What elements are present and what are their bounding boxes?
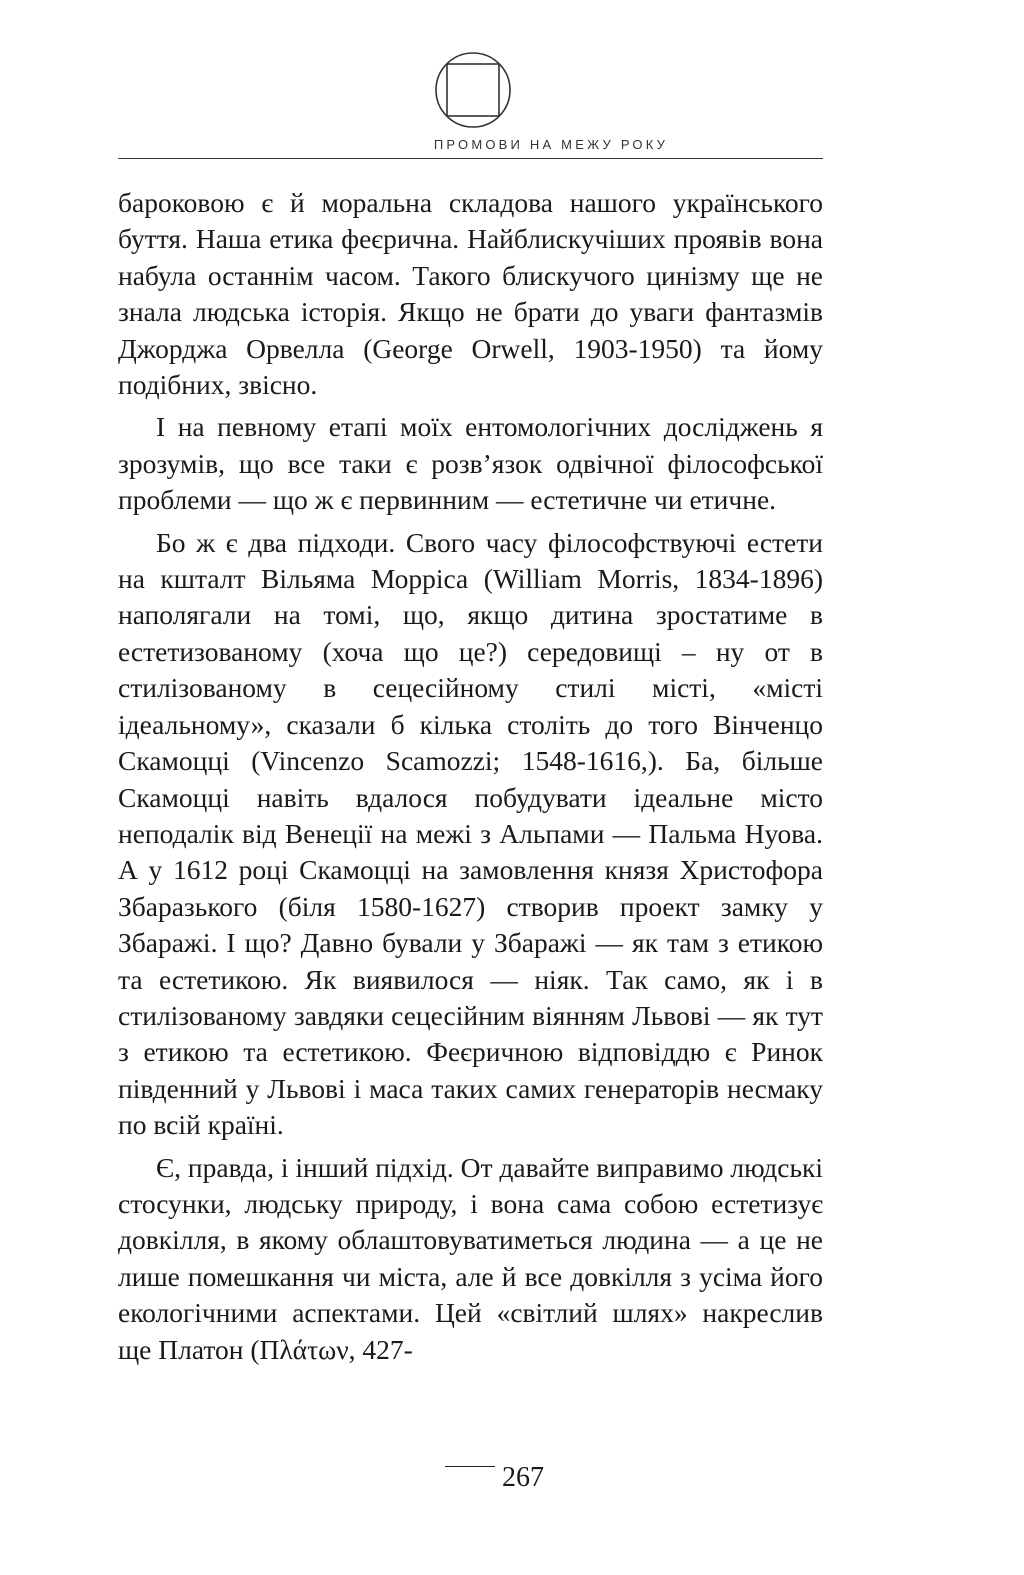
page-number: 267 bbox=[502, 1462, 544, 1493]
paragraph: Бо ж є два підходи. Свого часу філософствуючі естети на кшталт Вільяма Морріса (William Morris, 1834-1896) наполягали на томі, що, якщо дитина зростатиме в естетизованому (хоча що це?) середовищі – ну от в стилізованому в сецесійному стилі місті, «місті ідеальному», сказали б кілька століть до того Вінченцо Скамоцці (Vincenzo Scamozzi; 1548-1616,). Ба, більше Скамоцці навіть вдалося побудувати ідеальне місто неподалік від Венеції на межі з Альпами — Пальма Нуова. А у 1612 році Скамоцці на замовлення князя Христофора Збаразького (біля 1580-1627) створив проект замку у Збаражі. І що? Давно бували у Збаражі — як там з етикою та естетикою. Як виявилося — ніяк. Так само, як і в стилізованому завдяки сецесійним віянням Львові — як тут з етикою та естетикою. Феєричною відповіддю є Ринок південний у Львові і маса таких самих генераторів несмаку по всій країні. bbox=[118, 526, 823, 1141]
body-text bbox=[118, 185, 823, 1374]
page-number-wrap bbox=[0, 1462, 1024, 1494]
paragraph: Є, правда, і інший підхід. От давайте виправимо людські стосунки, людську природу, і вона сама собою естетизує довкілля, в якому облаштовуватиметься людина — а це не лише помешкання чи міста, але й все довкілля з усіма його екологічними аспектами. Цей «світлий шлях» накреслив ще Платон (Πλάτων, 427- bbox=[118, 1151, 823, 1365]
paragraph: І на певному етапі моїх ентомологічних досліджень я зрозумів, що все таки є розв’язок одвічної філософської проблеми — що ж є первинним — естетичне чи етичне. bbox=[118, 411, 823, 516]
paragraph: бароковою є й моральна складова нашого українського буття. Наша етика феєрична. Найблискучіших проявів вона набула останнім часом. Такого блискучого цинізму ще не знала людська історія. Якщо не брати до уваги фантазмів Джорджа Орвелла (George Orwell, 1903-1950) та йому подібних, звісно. bbox=[118, 187, 823, 401]
circle-square-emblem-icon bbox=[433, 50, 513, 130]
running-head: ПРОМОВИ НА МЕЖУ РОКУ bbox=[433, 137, 669, 152]
header-rule bbox=[118, 158, 823, 159]
